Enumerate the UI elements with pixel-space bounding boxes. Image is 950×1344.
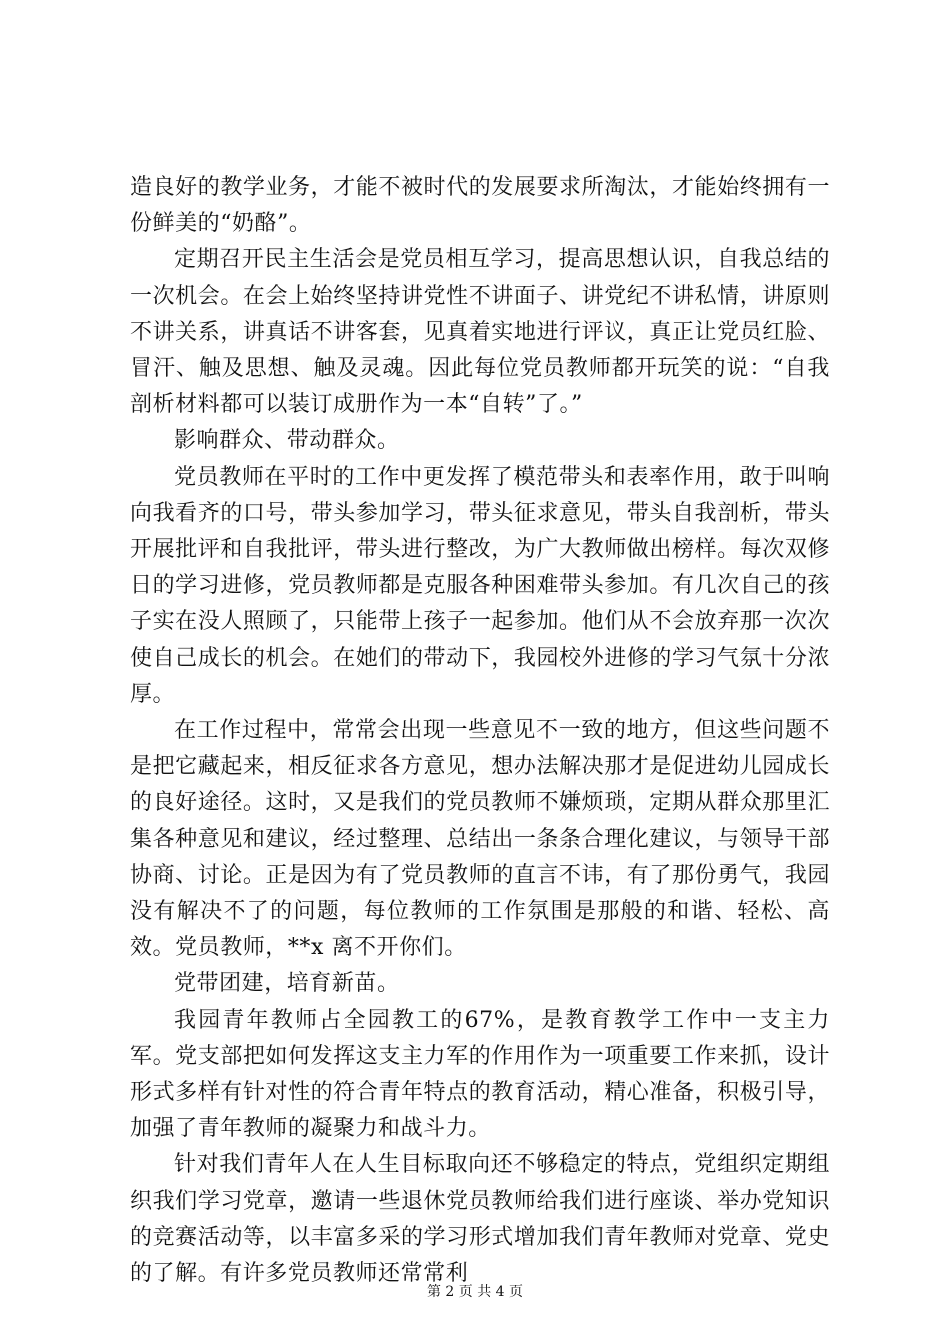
document-body [130, 170, 830, 1292]
section-heading-1: 影响群众、带动群众。 [174, 428, 400, 454]
paragraph-2: 定期召开民主生活会是党员相互学习，提高思想认识，自我总结的一次机会。在会上始终坚持讲党性不讲面子、讲党纪不讲私情，讲原则不讲关系，讲真话不讲客套，见真着实地进行评议，真正让党员红脸、冒汗、触及思想、触及灵魂。因此每位党员教师都开玩笑的说：“自我剖析材料都可以装订成册作为一本“自转”了。” [130, 247, 830, 418]
page-number-label: 第 2 页 共 4 页 [426, 1284, 524, 1300]
paragraph-5: 我园青年教师占全园教工的67%，是教育教学工作中一支主力军。党支部把如何发挥这支主力军的作用作为一项重要工作来抓，设计形式多样有针对性的符合青年特点的教育活动，精心准备，积极引导，加强了青年教师的凝聚力和战斗力。 [130, 1007, 830, 1142]
paragraph-4: 在工作过程中，常常会出现一些意见不一致的地方，但这些问题不是把它藏起来，相反征求各方意见，想办法解决那才是促进幼儿园成长的良好途径。这时，又是我们的党员教师不嫌烦琐，定期从群众那里汇集各种意见和建议，经过整理、总结出一条条合理化建议，与领导干部协商、讨论。正是因为有了党员教师的直言不讳，有了那份勇气，我园没有解决不了的问题，每位教师的工作氛围是那般的和谐、轻松、高效。党员教师，**x 离不开你们。 [130, 718, 830, 961]
paragraph-3: 党员教师在平时的工作中更发挥了模范带头和表率作用，敢于叫响向我看齐的口号，带头参加学习，带头征求意见，带头自我剖析，带头开展批评和自我批评，带头进行整改，为广大教师做出榜样。每次双修日的学习进修，党员教师都是克服各种困难带头参加。有几次自己的孩子实在没人照顾了，只能带上孩子一起参加。他们从不会放弃那一次次使自己成长的机会。在她们的带动下，我园校外进修的学习气氛十分浓厚。 [130, 464, 830, 707]
paragraph-1: 造良好的教学业务，才能不被时代的发展要求所淘汰，才能始终拥有一份鲜美的“奶酪”。 [130, 175, 830, 237]
paragraph-6: 针对我们青年人在人生目标取向还不够稳定的特点，党组织定期组织我们学习党章，邀请一些退休党员教师给我们进行座谈、举办党知识的竞赛活动等，以丰富多采的学习形式增加我们青年教师对党章、党史的了解。有许多党员教师还常常利 [130, 1152, 830, 1287]
page-footer [0, 1281, 950, 1301]
section-heading-2: 党带团建，培育新苗。 [174, 971, 400, 997]
